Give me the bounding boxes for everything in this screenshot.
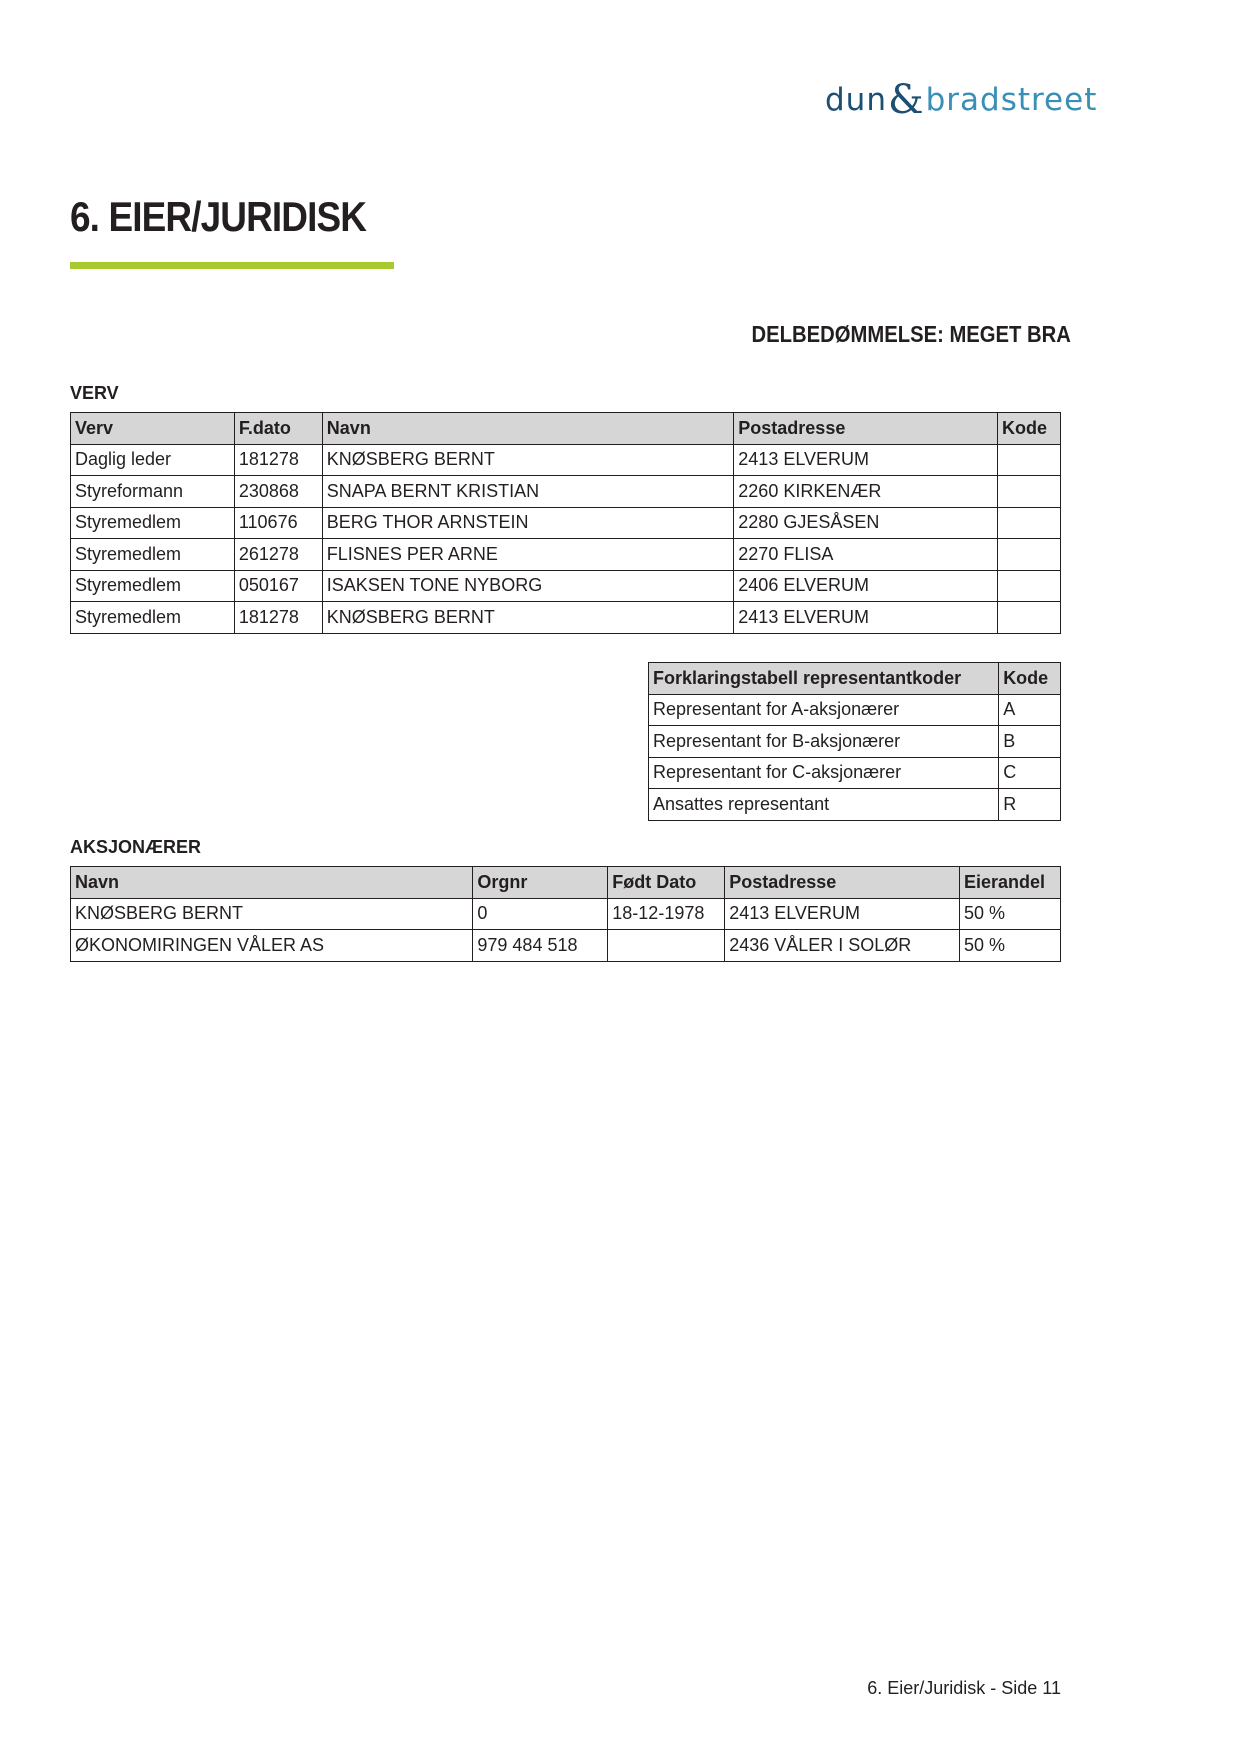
table-cell: 2270 FLISA — [734, 539, 998, 571]
table-cell — [997, 476, 1060, 508]
table-row — [71, 930, 1061, 962]
table-cell — [997, 539, 1060, 571]
table-cell: Representant for A-aksjonærer — [649, 694, 999, 726]
table-cell: Ansattes representant — [649, 789, 999, 821]
table-cell: 2413 ELVERUM — [725, 898, 960, 930]
column-header: Eierandel — [960, 867, 1061, 899]
logo-text-bradstreet: bradstreet — [925, 82, 1098, 118]
rating-heading: DELBEDØMMELSE: MEGET BRA — [751, 321, 1071, 347]
title-underline — [70, 262, 394, 269]
table-cell: 0 — [473, 898, 608, 930]
dun-bradstreet-logo — [825, 76, 1098, 124]
table-row — [649, 789, 1061, 821]
table-row — [649, 694, 1061, 726]
table-cell: Styremedlem — [71, 507, 235, 539]
table-cell: 110676 — [234, 507, 322, 539]
table-header-row — [71, 413, 1061, 445]
column-header: Født Dato — [608, 867, 725, 899]
logo-ampersand: & — [887, 77, 925, 123]
table-cell: C — [999, 757, 1061, 789]
table-cell: 18-12-1978 — [608, 898, 725, 930]
table-cell: Styremedlem — [71, 570, 235, 602]
table-row — [71, 602, 1061, 634]
table-cell: 2413 ELVERUM — [734, 602, 998, 634]
table-cell — [608, 930, 725, 962]
table-cell: FLISNES PER ARNE — [322, 539, 733, 571]
logo-text-dun: dun — [825, 82, 887, 118]
column-header: F.dato — [234, 413, 322, 445]
table-cell: 2260 KIRKENÆR — [734, 476, 998, 508]
column-header: Forklaringstabell representantkoder — [649, 663, 999, 695]
column-header: Navn — [322, 413, 733, 445]
table-header-row — [71, 867, 1061, 899]
table-cell — [997, 570, 1060, 602]
table-row — [649, 757, 1061, 789]
table-cell: 230868 — [234, 476, 322, 508]
table-cell: ISAKSEN TONE NYBORG — [322, 570, 733, 602]
table-cell: ØKONOMIRINGEN VÅLER AS — [71, 930, 473, 962]
table-cell: A — [999, 694, 1061, 726]
column-header: Verv — [71, 413, 235, 445]
table-cell: B — [999, 726, 1061, 758]
table-row — [71, 444, 1061, 476]
table-cell: 50 % — [960, 898, 1061, 930]
aksjonaerer-heading: AKSJONÆRER — [70, 837, 202, 857]
verv-table — [70, 412, 1061, 634]
table-cell: 2280 GJESÅSEN — [734, 507, 998, 539]
table-cell: 181278 — [234, 602, 322, 634]
table-cell: Representant for C-aksjonærer — [649, 757, 999, 789]
table-cell: 261278 — [234, 539, 322, 571]
table-cell: 2436 VÅLER I SOLØR — [725, 930, 960, 962]
table-row — [649, 726, 1061, 758]
table-row — [71, 898, 1061, 930]
table-cell: 181278 — [234, 444, 322, 476]
table-cell: Styreformann — [71, 476, 235, 508]
table-cell: KNØSBERG BERNT — [322, 602, 733, 634]
column-header: Navn — [71, 867, 473, 899]
table-cell — [997, 507, 1060, 539]
table-cell — [997, 444, 1060, 476]
verv-heading: VERV — [70, 383, 119, 403]
column-header: Postadresse — [725, 867, 960, 899]
table-cell: Daglig leder — [71, 444, 235, 476]
table-cell — [997, 602, 1060, 634]
table-cell: Styremedlem — [71, 602, 235, 634]
table-cell: KNØSBERG BERNT — [71, 898, 473, 930]
table-cell: SNAPA BERNT KRISTIAN — [322, 476, 733, 508]
table-cell: R — [999, 789, 1061, 821]
column-header: Kode — [997, 413, 1060, 445]
table-cell: Representant for B-aksjonærer — [649, 726, 999, 758]
table-cell: 2406 ELVERUM — [734, 570, 998, 602]
table-row — [71, 570, 1061, 602]
section-title: 6. EIER/JURIDISK — [70, 193, 367, 240]
representative-codes-table — [648, 662, 1061, 821]
column-header: Orgnr — [473, 867, 608, 899]
table-row — [71, 539, 1061, 571]
column-header: Postadresse — [734, 413, 998, 445]
table-cell: 979 484 518 — [473, 930, 608, 962]
table-cell: 50 % — [960, 930, 1061, 962]
table-cell: 050167 — [234, 570, 322, 602]
table-header-row — [649, 663, 1061, 695]
column-header: Kode — [999, 663, 1061, 695]
table-cell: 2413 ELVERUM — [734, 444, 998, 476]
table-cell: BERG THOR ARNSTEIN — [322, 507, 733, 539]
table-cell: KNØSBERG BERNT — [322, 444, 733, 476]
aksjonaerer-table — [70, 866, 1061, 962]
table-row — [71, 507, 1061, 539]
page-footer: 6. Eier/Juridisk - Side 11 — [867, 1678, 1061, 1698]
table-cell: Styremedlem — [71, 539, 235, 571]
table-row — [71, 476, 1061, 508]
